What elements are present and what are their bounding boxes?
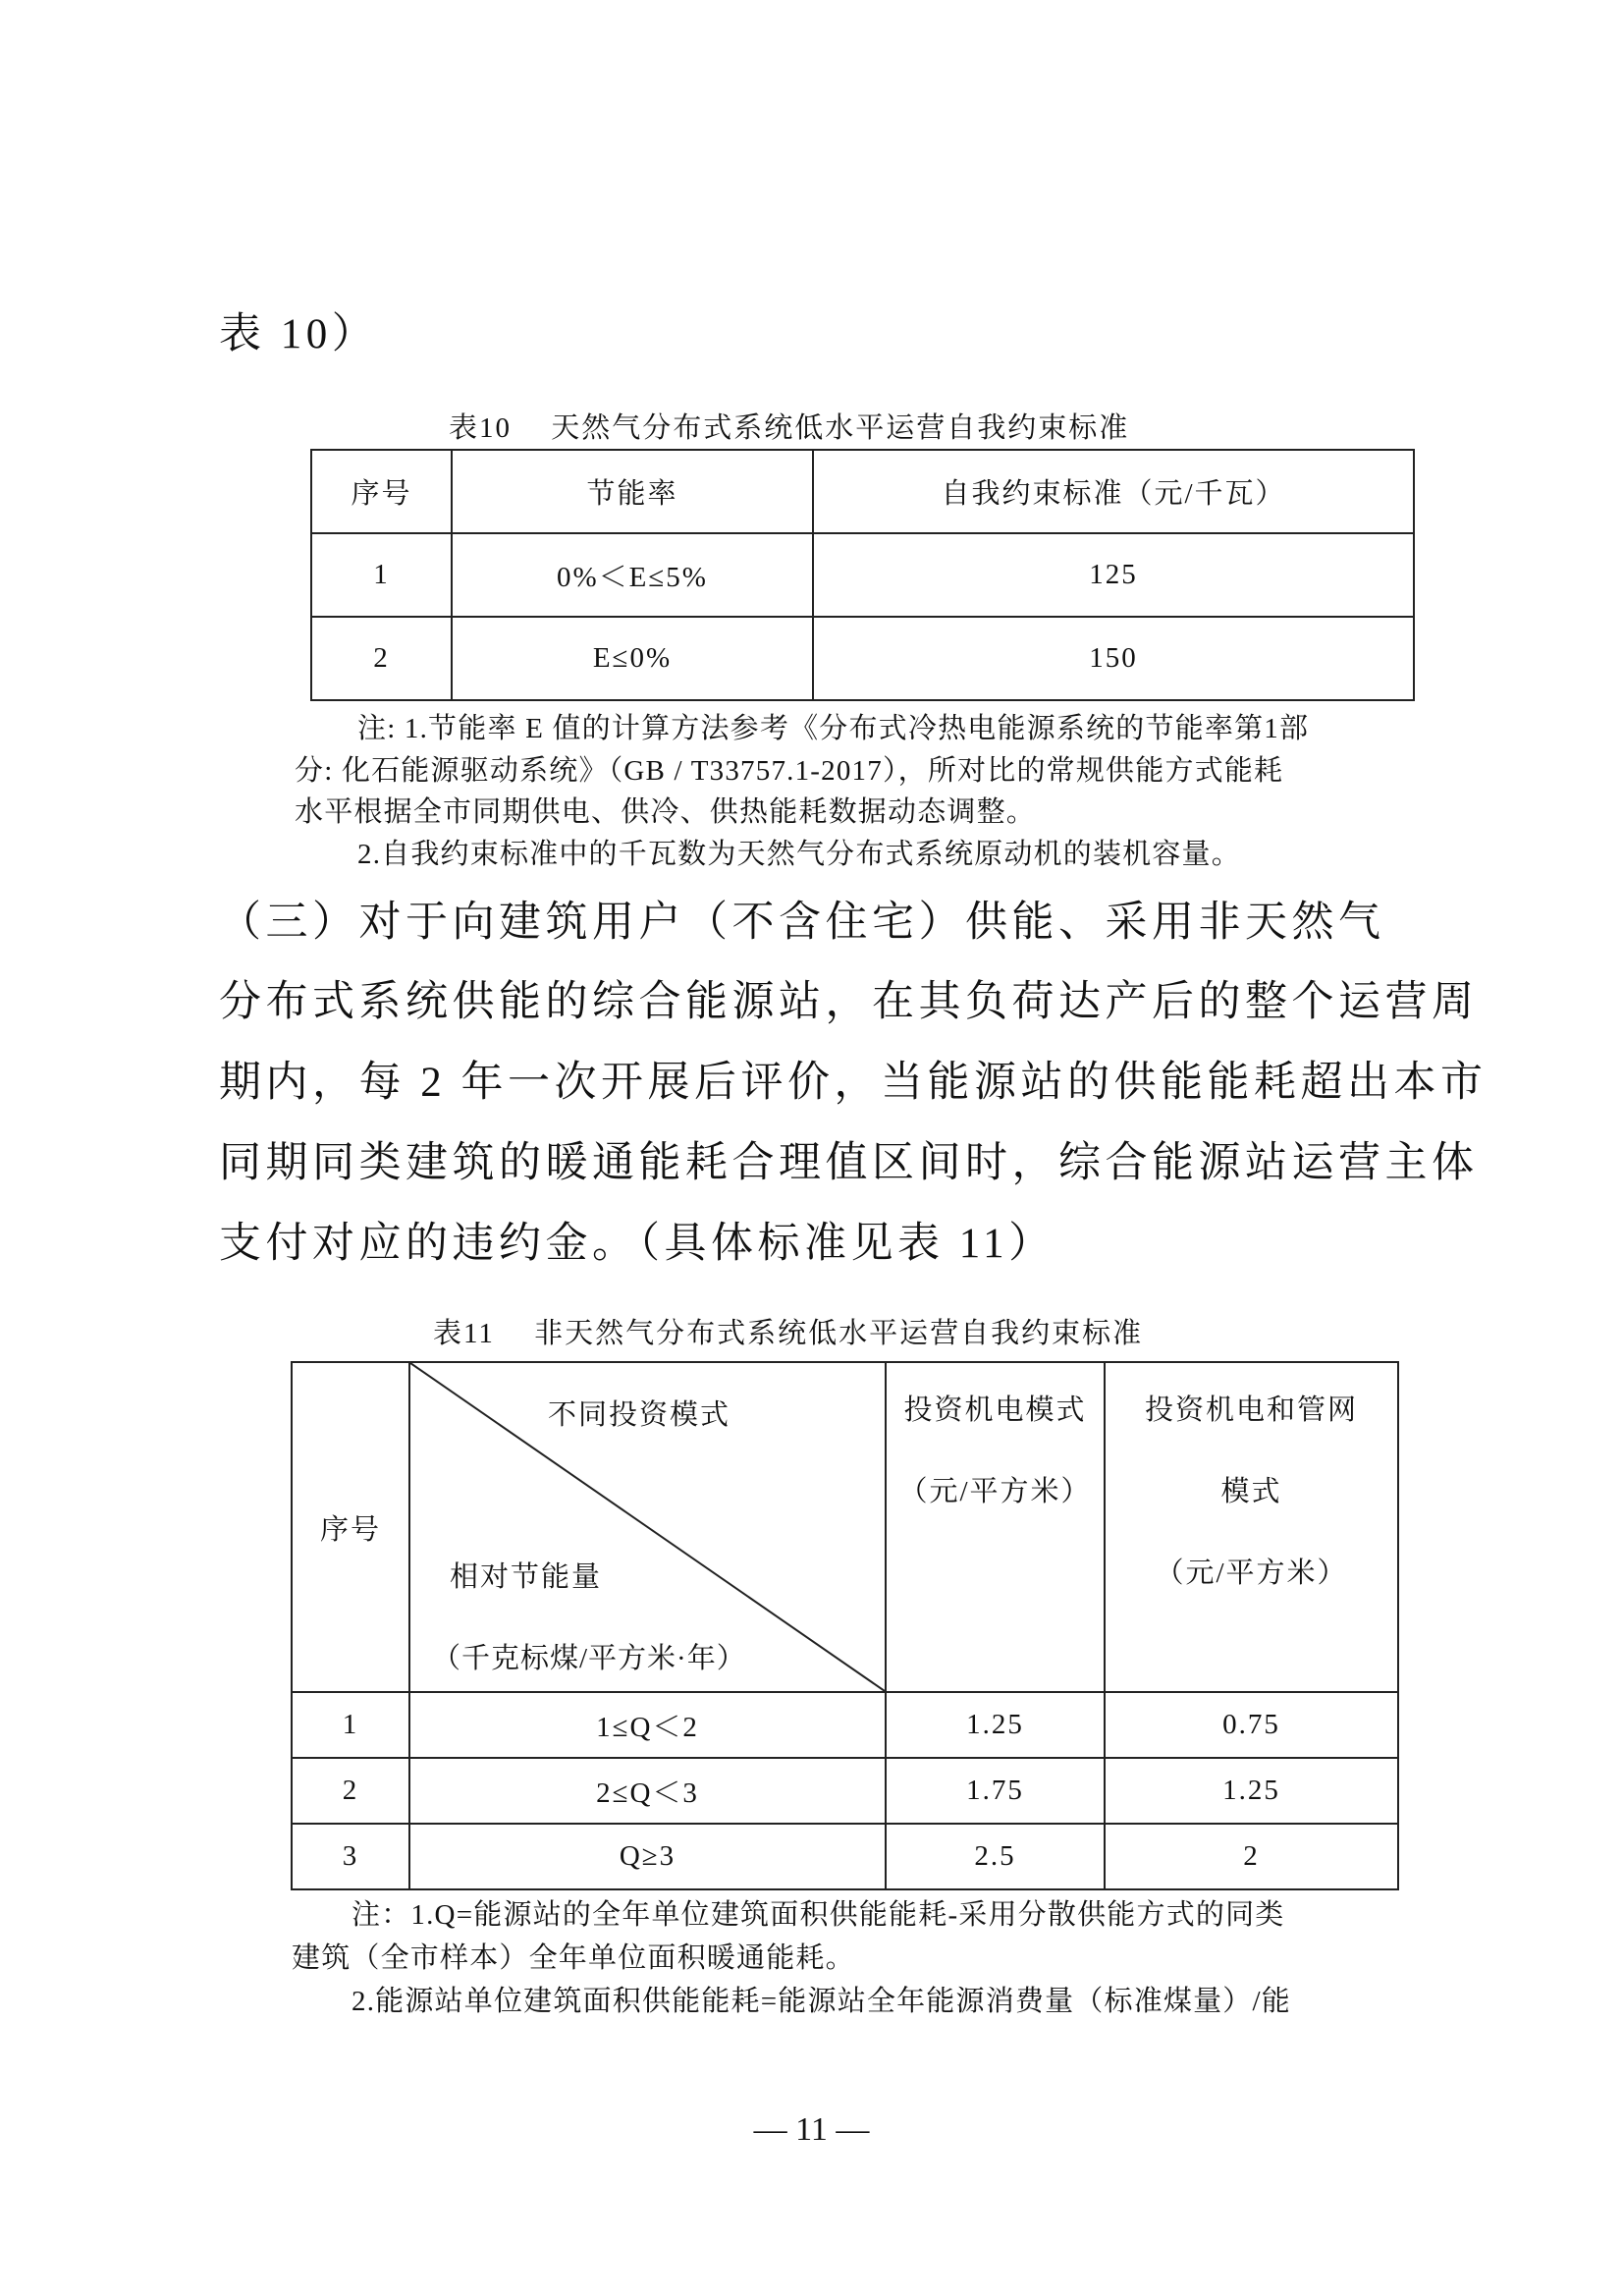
table-row [311, 617, 1414, 700]
table11-header-relative-saving: 相对节能量 [450, 1561, 603, 1593]
table11-header-col3-line: 投资机电模式 [903, 1394, 1087, 1426]
page-number: — 11 — [753, 2111, 870, 2148]
table10-header-seq: 序号 [311, 450, 452, 533]
table-row [292, 1692, 1398, 1758]
table11-cell: Q≥3 [409, 1824, 886, 1889]
table11-header-row [292, 1362, 1398, 1692]
table11-header-col3-line: （元/平方米） [898, 1476, 1092, 1507]
continuation-line: 表 10） [219, 311, 379, 357]
table10-header-standard: 自我约束标准（元/千瓦） [813, 450, 1414, 533]
table11-note-line: 建筑（全市样本）全年单位面积暖通能耗。 [292, 1942, 855, 1974]
table11-cell: 1.25 [1105, 1758, 1398, 1824]
table11-header-col4-line: 模式 [1220, 1476, 1282, 1507]
paragraph-line: 支付对应的违约金。（具体标准见表 11） [219, 1221, 1055, 1267]
table10-cell: 150 [813, 617, 1414, 700]
table11-cell: 3 [292, 1824, 409, 1889]
table10-header-rate: 节能率 [452, 450, 813, 533]
table11-cell: 1.25 [886, 1692, 1105, 1758]
table11-header-col4-line: （元/平方米） [1155, 1558, 1348, 1589]
table11-header-col4-line: 投资机电和管网 [1144, 1394, 1358, 1426]
table11-cell: 2 [292, 1758, 409, 1824]
table11-header-invest-mode: 不同投资模式 [548, 1399, 731, 1431]
table10-cell: 1 [311, 533, 452, 617]
table11-cell: 2 [1105, 1824, 1398, 1889]
table11-cell: 1≤Q＜2 [409, 1692, 886, 1758]
table10-cell: 0%＜E≤5% [452, 533, 813, 617]
table10-note-line: 注: 1.节能率 E 值的计算方法参考《分布式冷热电能源系统的节能率第1部 [357, 713, 1310, 744]
table10-caption: 表10 天然气分布式系统低水平运营自我约束标准 [449, 412, 1130, 444]
table10-cell: 125 [813, 533, 1414, 617]
table-row [292, 1824, 1398, 1889]
table10-cell: 2 [311, 617, 452, 700]
table11-cell: 2≤Q＜3 [409, 1758, 886, 1824]
table11-cell: 2.5 [886, 1824, 1105, 1889]
table11-header-seq: 序号 [292, 1362, 409, 1692]
table11-header-unit: （千克标煤/平方米·年） [432, 1643, 746, 1674]
table10-cell: E≤0% [452, 617, 813, 700]
paragraph-line: 同期同类建筑的暖通能耗合理值区间时，综合能源站运营主体 [219, 1140, 1479, 1186]
table10-note-line: 2.自我约束标准中的千瓦数为天然气分布式系统原动机的装机容量。 [357, 839, 1241, 870]
table11-cell: 1 [292, 1692, 409, 1758]
table10 [310, 449, 1415, 701]
table11-header-diagonal [409, 1362, 886, 1692]
table10-note-line: 水平根据全市同期供电、供冷、供热能耗数据动态调整。 [295, 796, 1037, 828]
table11-note-line: 2.能源站单位建筑面积供能能耗=能源站全年能源消费量（标准煤量）/能 [352, 1986, 1291, 2017]
table11-note-line: 注：1.Q=能源站的全年单位建筑面积供能能耗-采用分散供能方式的同类 [352, 1899, 1285, 1931]
table11-header-col3 [886, 1362, 1105, 1692]
table11-caption: 表11 非天然气分布式系统低水平运营自我约束标准 [433, 1318, 1144, 1349]
table11-header-col4 [1105, 1362, 1398, 1692]
table11-cell: 0.75 [1105, 1692, 1398, 1758]
table-row [311, 533, 1414, 617]
paragraph-line: 期内，每 2 年一次开展后评价，当能源站的供能能耗超出本市 [219, 1060, 1488, 1106]
table10-note-line: 分: 化石能源驱动系统》（GB / T33757.1-2017），所对比的常规供能方式能耗 [295, 755, 1284, 787]
paragraph-line: 分布式系统供能的综合能源站，在其负荷达产后的整个运营周 [219, 979, 1479, 1025]
table11 [291, 1361, 1399, 1890]
table10-header-row [311, 450, 1414, 533]
table-row [292, 1758, 1398, 1824]
table11-cell: 1.75 [886, 1758, 1105, 1824]
paragraph-line: （三）对于向建筑用户（不含住宅）供能、采用非天然气 [219, 900, 1385, 946]
